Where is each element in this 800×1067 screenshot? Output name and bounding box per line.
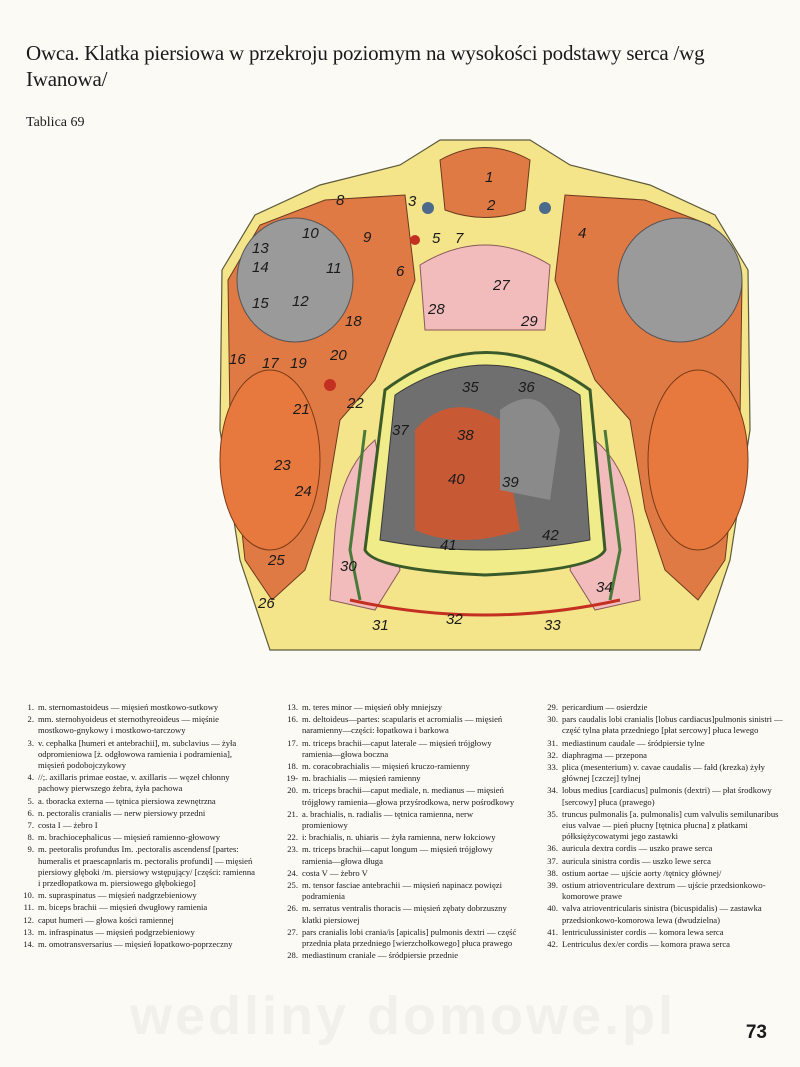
- legend-number: 23.: [287, 844, 298, 855]
- legend-number: 18.: [287, 761, 298, 772]
- legend-item: [538, 868, 784, 879]
- legend-item: [278, 702, 521, 713]
- vein-cephalic: [422, 202, 434, 214]
- legend-text: m. triceps brachii—caput laterale — mięsień trójgłowy ramienia—głowa boczna: [302, 737, 492, 759]
- figure-label: 4: [578, 225, 587, 242]
- figure-label: 32: [446, 611, 463, 628]
- figure-label: 12: [292, 293, 309, 310]
- legend-number: 34.: [547, 785, 558, 796]
- figure-label: 7: [455, 230, 464, 247]
- legend-item: [14, 915, 259, 926]
- figure-label: 38: [457, 427, 474, 444]
- legend-text: m. serratus ventralis thoracis — mięsień zębaty dobrzuszny klatki piersiowej: [302, 903, 507, 925]
- legend-item: [14, 738, 259, 772]
- figure-label: 1: [485, 169, 494, 186]
- legend-text: ostium atrioventriculare dextrum — ujście przedsionkowo-komorowe prawe: [562, 880, 766, 902]
- anatomical-cross-section-figure: [200, 130, 770, 660]
- legend-number: 31.: [547, 737, 558, 748]
- legend-text: auricula sinistra cordis — uszko lewe serca: [562, 855, 711, 866]
- figure-label: 16: [229, 351, 246, 368]
- figure-label: 30: [340, 558, 357, 575]
- legend-item: [14, 902, 259, 913]
- legend-text: diaphragma — przepona: [562, 749, 647, 760]
- legend-item: [278, 950, 521, 961]
- legend-item: [538, 750, 784, 761]
- legend-number: 27.: [287, 926, 298, 937]
- legend-item: [538, 939, 784, 950]
- figure-label: 39: [502, 474, 519, 491]
- legend-column-1: [14, 702, 259, 951]
- legend-text: m. deltoideus—partes: scapularis et acromialis — mięsień naramienny—części: łopatkowa i barkowa: [302, 714, 503, 736]
- legend-text: m. coracobrachialis — mięsień kruczo-ramienny: [302, 761, 470, 772]
- legend-number: 33.: [547, 762, 558, 773]
- legend-item: [14, 808, 259, 819]
- legend-number: 11.: [23, 902, 34, 913]
- legend-number: 13.: [287, 702, 298, 712]
- legend-text: costa V — żebro V: [302, 867, 368, 878]
- legend-text: lobus medius [cardiacus] pulmonis (dextri) — płat środkowy [sercowy] płuca (prawego): [562, 785, 772, 807]
- legend-number: 24.: [287, 867, 298, 878]
- figure-label: 17: [262, 355, 279, 372]
- legend-item: [278, 903, 521, 925]
- legend-item: [278, 809, 521, 831]
- figure-label: 23: [274, 457, 291, 474]
- legend-number: 39.: [547, 880, 558, 891]
- legend-number: 19-: [286, 773, 298, 784]
- legend-item: [278, 785, 521, 807]
- legend-item: [278, 773, 521, 784]
- legend-number: 29.: [547, 702, 558, 712]
- legend-text: auricula dextra cordis — uszko prawe serca: [562, 843, 713, 854]
- figure-label: 19: [290, 355, 307, 372]
- figure-label: 8: [336, 192, 345, 209]
- figure-label: 2: [487, 197, 496, 214]
- vein-right: [539, 202, 551, 214]
- legend-item: [278, 844, 521, 866]
- legend-text: m. brachiocephalicus — mięsień ramienno-głowowy: [38, 832, 221, 843]
- legend-item: [538, 714, 784, 736]
- legend-number: 30.: [547, 714, 558, 725]
- legend-text: m. brachialis — mięsień ramienny: [302, 773, 421, 784]
- figure-label: 21: [293, 401, 310, 418]
- legend-column-2: [278, 702, 521, 962]
- figure-label: 28: [428, 301, 445, 318]
- legend-number: 7.: [27, 820, 34, 831]
- artery-left: [324, 379, 336, 391]
- figure-label: 24: [295, 483, 312, 500]
- legend-item: [278, 868, 521, 879]
- legend-item: [14, 939, 259, 950]
- figure-label: 14: [252, 259, 269, 276]
- left-triceps-long: [220, 370, 320, 550]
- legend-item: [278, 927, 521, 949]
- right-humerus-head: [618, 218, 742, 342]
- legend-item: [278, 738, 521, 760]
- legend-text: mediastinum caudale — śródpiersie tylne: [562, 737, 705, 748]
- figure-label: 35: [462, 379, 479, 396]
- legend-text: mediastinum craniale — śródpiersie przednie: [302, 950, 459, 961]
- legend-text: pars caudalis lobi cranialis [lobus cardiacus]pulmonis sinistri — część tylna płata przedniego [płat sercowy] płuca lewego: [562, 714, 783, 736]
- figure-label: 15: [252, 295, 269, 312]
- legend-number: 20.: [287, 785, 298, 796]
- legend-number: 25.: [287, 880, 298, 891]
- figure-label: 33: [544, 617, 561, 634]
- legend-item: [14, 927, 259, 938]
- legend-text: m. teres minor — mięsień obły mniejszy: [302, 702, 443, 712]
- legend-text: m. biceps brachii — mięsień dwugłowy ramienia: [38, 902, 208, 913]
- legend-text: n. pectoralis cranialis — nerw piersiowy przedni: [38, 807, 206, 818]
- legend-number: 8.: [27, 832, 34, 843]
- figure-label: 34: [596, 579, 613, 596]
- right-triceps-long: [648, 370, 748, 550]
- legend-text: truncus pulmonalis [a. pulmonalis] cum valvulis semilunaribus eius valvae — pień płucny [tętnica płucna] z płatkami półksiężycowatymi jego zastawki: [562, 808, 779, 842]
- figure-label: 42: [542, 527, 559, 544]
- legend-item: [14, 890, 259, 901]
- watermark: wedliny domowe.pl: [130, 986, 677, 1046]
- legend-number: 32.: [547, 749, 558, 760]
- legend-item: [278, 880, 521, 902]
- legend-number: 5.: [27, 795, 34, 806]
- legend-item: [538, 702, 784, 713]
- figure-label: 37: [392, 422, 409, 439]
- figure-label: 9: [363, 229, 372, 246]
- legend-item: [538, 762, 784, 784]
- figure-label: 40: [448, 471, 465, 488]
- legend-item: [14, 820, 259, 831]
- page-number: 73: [745, 1022, 767, 1043]
- legend-item: [538, 880, 784, 902]
- legend-text: pars cranialis lobi crania/is [apicalis] pulmonis dextri — część przednia płata przedniego [wierzchołkowego] płuca prawego: [302, 926, 517, 949]
- page-title: Owca. Klatka piersiowa w przekroju poziomym na wysokości podstawy serca /wg Iwanowa/: [26, 41, 705, 91]
- legend-text: pericardium — osierdzie: [562, 702, 648, 712]
- figure-label: 13: [252, 240, 269, 257]
- legend-text: m. triceps brachii—caput longum — mięsień trójgłowy ramienia—głowa długa: [302, 844, 493, 866]
- legend-item: [538, 785, 784, 807]
- legend-number: 17.: [287, 737, 298, 748]
- figure-label: 41: [440, 537, 457, 554]
- legend-number: 14.: [23, 939, 34, 950]
- legend-number: 10.: [23, 890, 34, 901]
- legend-text: m. supraspinatus — mięsień nadgrzebieniowy: [38, 890, 197, 901]
- legend-text: lentriculussinister cordis — komora lewa serca: [562, 926, 724, 937]
- legend-item: [14, 702, 259, 713]
- legend-number: 4.: [27, 772, 34, 783]
- figure-label: 36: [518, 379, 535, 396]
- legend-number: 13.: [23, 926, 34, 937]
- legend-item: [538, 843, 784, 854]
- legend-item: [538, 927, 784, 938]
- legend-number: 2.: [27, 714, 34, 725]
- figure-label: 5: [432, 230, 441, 247]
- figure-label: 10: [302, 225, 319, 242]
- legend-number: 1.: [27, 702, 34, 712]
- figure-label: 3: [408, 193, 417, 210]
- legend-number: 6.: [27, 807, 34, 818]
- figure-label: 20: [330, 347, 347, 364]
- legend-number: 26.: [287, 903, 298, 914]
- legend-item: [14, 714, 259, 736]
- legend-number: 42.: [547, 939, 558, 950]
- legend-item: [14, 844, 259, 889]
- legend-item: [278, 714, 521, 736]
- legend-number: 28.: [287, 950, 298, 961]
- legend-number: 9.: [27, 844, 34, 855]
- artery-thoracic: [410, 235, 420, 245]
- legend-text: i: brachialis, n. uhiaris — żyła ramienna, nerw łokciowy: [302, 832, 496, 843]
- legend-text: m. peetoralis profundus Im. .pectoralis ascendensf [partes: humeralis et praescapnlaris m. pectoralis profundi] — mięsień piersiowy głęboki /m. piersiowy wstępujący/ [części: ramienna i przedłopatkowa m. piersiowego głębokiego]: [38, 844, 255, 889]
- legend-item: [538, 856, 784, 867]
- figure-label: 22: [347, 395, 364, 412]
- figure-label: 29: [521, 313, 538, 330]
- legend-number: 3.: [27, 737, 34, 748]
- legend-number: 36.: [547, 843, 558, 854]
- legend-number: 37.: [547, 855, 558, 866]
- figure-label: 25: [268, 552, 285, 569]
- legend-item: [14, 772, 259, 794]
- legend-text: caput humeri — głowa kości ramiennej: [38, 914, 174, 925]
- legend-number: 12.: [23, 914, 34, 925]
- figure-label: 27: [493, 277, 510, 294]
- legend-text: valva atrioventricularis sinistra (bicuspidalis) — zastawka przedsionkowo-komorowa lewa (dwudzielna): [562, 903, 762, 925]
- plate-number: Tablica 69: [26, 115, 85, 130]
- legend-number: 38.: [547, 867, 558, 878]
- legend-number: 40.: [547, 903, 558, 914]
- legend-item: [14, 796, 259, 807]
- legend-number: 22.: [287, 832, 298, 843]
- figure-label: 11: [326, 260, 342, 277]
- legend-text: m. infraspinatus — mięsień podgrzebieniowy: [38, 926, 195, 937]
- legend-text: m. triceps brachii—caput mediale, n. medianus — mięsień trójgłowy ramienia—głowa przyśrodkowa, nerw pośrodkowy: [302, 785, 515, 807]
- legend-number: 16.: [287, 714, 298, 725]
- legend-item: [538, 903, 784, 925]
- legend-text: m. sternomastoideus — mięsień mostkowo-sutkowy: [38, 702, 219, 712]
- legend-column-3: [538, 702, 784, 951]
- legend-number: 35.: [547, 808, 558, 819]
- legend-text: m. omotransversarius — mięsień łopatkowo-poprzeczny: [38, 939, 233, 950]
- legend-item: [278, 832, 521, 843]
- legend-number: 21.: [287, 808, 298, 819]
- figure-label: 31: [372, 617, 389, 634]
- legend-text: plica (mesenterium) v. cavae caudalis — fałd (krezka) żyły głównej [czczej] tylnej: [562, 762, 765, 784]
- legend-text: Lentriculus dex/er cordis — komora prawa serca: [562, 939, 730, 950]
- legend-text: ostium aortae — ujście aorty /tętnicy głównej/: [562, 867, 722, 878]
- left-humerus-head: [237, 218, 353, 342]
- legend-item: [538, 809, 784, 843]
- legend-text: v. cephalka [humeri et antebrachii], m. subclavius — żyła odpromieniowa [ż. odgłowowa ramienia i podramienia], mięsień podobojczykowy: [38, 737, 237, 771]
- legend-text: //;. axillaris primae eostae, v. axillaris — węzeł chłonny pachowy pierwszego żebra, żyła pachowa: [38, 772, 230, 794]
- legend-item: [538, 738, 784, 749]
- legend-number: 41.: [547, 926, 558, 937]
- figure-label: 6: [396, 263, 405, 280]
- legend-text: a. brachialis, n. radialis — tętnica ramienna, nerw promieniowy: [302, 808, 474, 831]
- figure-label: 18: [345, 313, 362, 330]
- figure-label: 26: [258, 595, 275, 612]
- legend-text: a. tboracka externa — tętnica piersiowa zewnętrzna: [38, 795, 216, 806]
- legend-item: [278, 761, 521, 772]
- legend-text: m. tensor fasciae antebrachii — mięsień napinacz powięzi podramienia: [302, 880, 502, 902]
- legend-text: mm. sternohyoideus et sternothyreoideus — mięśnie mostkowo-gnykowy i mostkowo-tarczowy: [38, 714, 219, 736]
- legend-text: costa I — żebro I: [38, 820, 98, 831]
- legend-item: [14, 832, 259, 843]
